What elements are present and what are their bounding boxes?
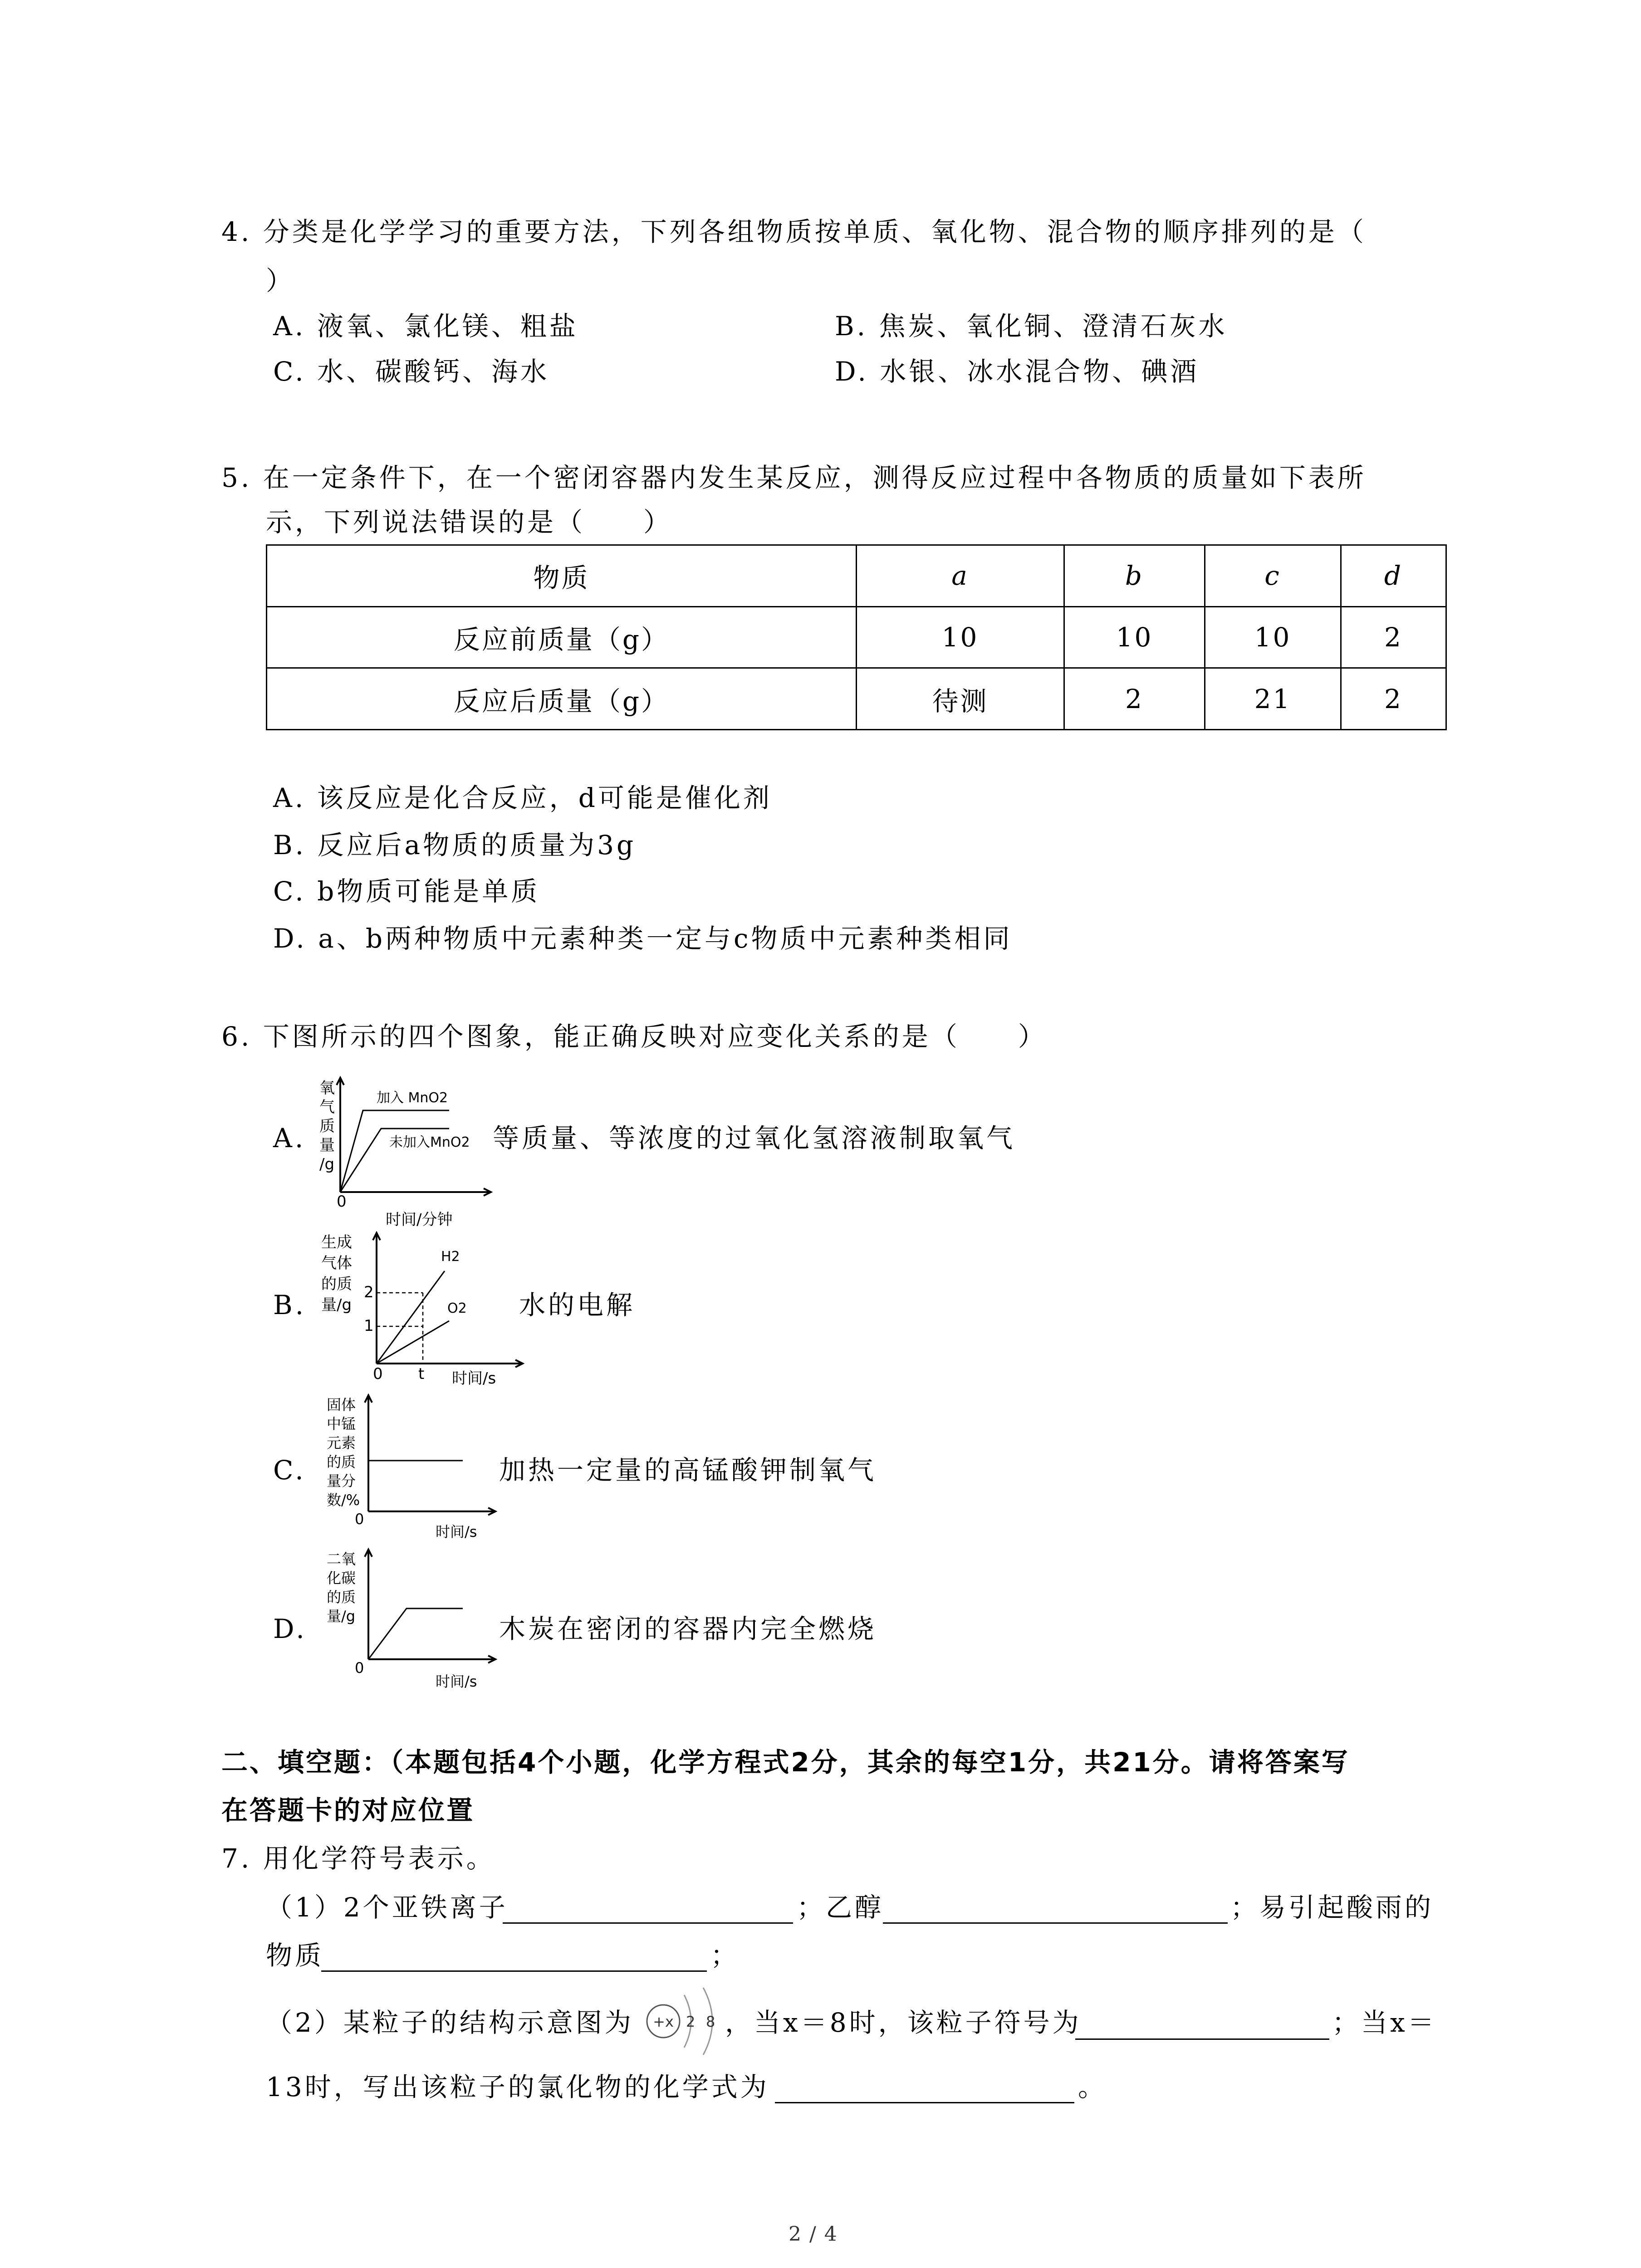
q7-p2-text-e: 。 xyxy=(1078,2072,1107,2102)
table-cell: 10 xyxy=(857,606,1064,668)
graph-a-ylabel-4: 量 xyxy=(319,1136,335,1154)
graph-c-ylabel-4: 的质 xyxy=(327,1453,356,1471)
q7-blank-particle-symbol[interactable] xyxy=(1075,2038,1329,2040)
graph-a-ylabel-3: 质 xyxy=(319,1117,335,1135)
q7-p1-text-d: 物质 xyxy=(266,1940,324,1971)
graph-a-series2-label: 未加入MnO2 xyxy=(389,1134,470,1150)
table-header-cell: d xyxy=(1341,545,1446,607)
graph-b-xlabel: 时间/s xyxy=(452,1369,496,1388)
graph-c-xlabel: 时间/s xyxy=(436,1523,477,1540)
graph-a-series1-label: 加入 MnO2 xyxy=(377,1090,448,1106)
q4-option-c: C. 水、碳酸钙、海水 xyxy=(273,356,550,387)
graph-b-ylabel-1: 生成 xyxy=(321,1233,352,1251)
graph-a-ylabel-1: 氧 xyxy=(319,1079,335,1097)
graph-b-tick-2: 2 xyxy=(364,1283,374,1301)
q7-p1-text-c: ；易引起酸雨的 xyxy=(1230,1892,1434,1923)
q7-blank-ferrous-ion[interactable] xyxy=(503,1922,793,1924)
graph-c-origin: 0 xyxy=(355,1510,364,1528)
q6-graph-c xyxy=(313,1393,504,1542)
table-cell: 10 xyxy=(1205,606,1341,668)
graph-d-origin: 0 xyxy=(355,1659,364,1677)
atom-structure-diagram xyxy=(640,1981,730,2058)
q5-option-d: D. a、b两种物质中元素种类一定与c物质中元素种类相同 xyxy=(273,923,1013,954)
graph-a-ylabel-5: /g xyxy=(319,1155,335,1173)
graph-a-series1 xyxy=(340,1110,449,1192)
graph-d-ylabel-1: 二氧 xyxy=(327,1550,356,1568)
q7-blank-ethanol[interactable] xyxy=(883,1922,1228,1924)
q7-stem: 7. 用化学符号表示。 xyxy=(221,1843,495,1874)
q4-option-b: B. 焦炭、氧化铜、澄清石灰水 xyxy=(835,311,1228,342)
q7-p1-text-b: ；乙醇 xyxy=(797,1892,884,1923)
graph-b-tick-1: 1 xyxy=(364,1317,374,1335)
q7-blank-acid-rain-line[interactable] xyxy=(321,1970,707,1972)
graph-d-xlabel: 时间/s xyxy=(436,1673,477,1690)
table-cell: 待测 xyxy=(857,668,1064,730)
q7-p2-text-d: 13时，写出该粒子的氯化物的化学式为 xyxy=(266,2072,769,2102)
graph-d-ylabel-3: 的质 xyxy=(327,1589,356,1606)
section2-heading-line2: 在答题卡的对应位置 xyxy=(221,1795,475,1826)
mass-table xyxy=(266,544,1447,730)
table-header-cell: a xyxy=(857,545,1064,607)
q4-stem-line1: 4. 分类是化学学习的重要方法，下列各组物质按单质、氧化物、混合物的顺序排列的是（ xyxy=(221,216,1367,247)
graph-c-ylabel-2: 中锰 xyxy=(327,1415,356,1432)
q7-p1-text-a: （1）2个亚铁离子 xyxy=(266,1892,508,1923)
table-cell: 2 xyxy=(1341,668,1446,730)
q4-stem-line2: ） xyxy=(266,265,295,296)
q6-option-c-desc: 加热一定量的高锰酸钾制氧气 xyxy=(499,1455,877,1486)
graph-d-ylabel-4: 量/g xyxy=(327,1608,356,1625)
graph-b-origin: 0 xyxy=(373,1365,383,1383)
shell-1-electrons: 2 xyxy=(686,2013,696,2030)
q7-p2-text-b: ，当x＝8时，该粒子符号为 xyxy=(725,2007,1082,2038)
graph-b-ylabel-4: 量/g xyxy=(321,1296,352,1314)
graph-c-ylabel-1: 固体 xyxy=(327,1396,356,1413)
shell-2-electrons: 8 xyxy=(706,2013,715,2030)
graph-b-series2-label: O2 xyxy=(447,1300,467,1316)
q6-option-a-letter: A. xyxy=(273,1123,306,1154)
table-cell: 2 xyxy=(1064,668,1205,730)
table-header-cell: 物质 xyxy=(267,545,857,607)
table-cell: 反应前质量（g） xyxy=(267,606,857,668)
section2-heading-line1: 二、填空题：（本题包括4个小题，化学方程式2分，其余的每空1分，共21分。请将答案写 xyxy=(221,1747,1350,1778)
graph-c-ylabel-6: 数/% xyxy=(327,1491,360,1509)
table-cell: 反应后质量（g） xyxy=(267,668,857,730)
q5-option-b: B. 反应后a物质的质量为3g xyxy=(273,830,637,860)
q6-stem: 6. 下图所示的四个图象，能正确反映对应变化关系的是（ ） xyxy=(221,1021,1047,1052)
graph-a-xlabel: 时间/分钟 xyxy=(386,1211,453,1229)
q5-stem-line2: 示，下列说法错误的是（ ） xyxy=(266,507,673,538)
table-header-row xyxy=(267,545,1446,607)
q7-blank-chloride-formula[interactable] xyxy=(775,2102,1074,2103)
q6-option-b-letter: B. xyxy=(273,1290,307,1320)
q5-option-a: A. 该反应是化合反应，d可能是催化剂 xyxy=(273,782,772,813)
graph-c-ylabel-5: 量分 xyxy=(327,1472,356,1490)
page-number: 2 / 4 xyxy=(789,2223,838,2246)
graph-b-series1 xyxy=(377,1271,445,1364)
graph-c-ylabel-3: 元素 xyxy=(327,1434,356,1452)
graph-b-tick-t: t xyxy=(418,1365,425,1383)
q7-p1-text-e: ； xyxy=(710,1940,740,1971)
q6-graph-b xyxy=(313,1229,531,1397)
graph-b-series1-label: H2 xyxy=(441,1249,460,1265)
q6-option-b-desc: 水的电解 xyxy=(519,1290,636,1320)
q7-p2-text-c: ；当x＝ xyxy=(1332,2007,1437,2038)
graph-a-ylabel-2: 气 xyxy=(319,1098,335,1116)
graph-a-origin: 0 xyxy=(337,1193,347,1211)
table-row xyxy=(267,606,1446,668)
q4-option-a: A. 液氧、氯化镁、粗盐 xyxy=(273,311,578,342)
graph-b-ylabel-3: 的质 xyxy=(321,1275,352,1293)
nucleus-charge: +x xyxy=(653,2013,674,2030)
table-cell: 21 xyxy=(1205,668,1341,730)
graph-d-series xyxy=(368,1608,463,1659)
q6-graph-d xyxy=(313,1547,504,1692)
q6-graph-a xyxy=(313,1075,495,1229)
table-cell: 10 xyxy=(1064,606,1205,668)
q5-option-c: C. b物质可能是单质 xyxy=(273,876,540,907)
graph-b-ylabel-2: 气体 xyxy=(321,1254,352,1272)
graph-d-ylabel-2: 化碳 xyxy=(327,1569,356,1587)
q6-option-a-desc: 等质量、等浓度的过氧化氢溶液制取氧气 xyxy=(493,1123,1016,1154)
graph-b-series2 xyxy=(377,1321,449,1364)
q7-p2-text-a: （2）某粒子的结构示意图为 xyxy=(266,2007,634,2038)
table-cell: 2 xyxy=(1341,606,1446,668)
table-header-cell: b xyxy=(1064,545,1205,607)
q6-option-d-desc: 木炭在密闭的容器内完全燃烧 xyxy=(499,1613,877,1644)
q5-stem-line1: 5. 在一定条件下，在一个密闭容器内发生某反应，测得反应过程中各物质的质量如下表所 xyxy=(221,462,1367,493)
q6-option-c-letter: C. xyxy=(273,1455,306,1486)
table-row xyxy=(267,668,1446,730)
q4-option-d: D. 水银、冰水混合物、碘酒 xyxy=(835,356,1200,387)
table-header-cell: c xyxy=(1205,545,1341,607)
q6-option-d-letter: D. xyxy=(273,1613,307,1644)
